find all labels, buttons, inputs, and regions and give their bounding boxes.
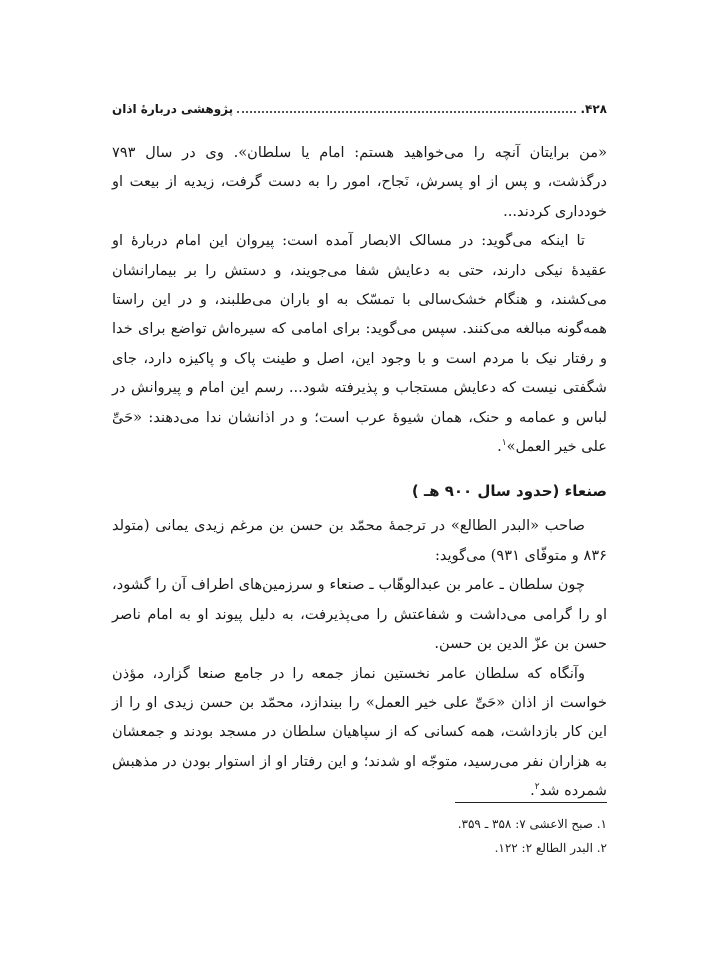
paragraph-5 <box>112 659 607 806</box>
paragraph-3-text: صاحب «البدر الطالع» در ترجمهٔ محمّد بن حسن بن مرغم زیدی یمانی (متولد ۸۳۶ و متوفّای ۹۳۱) می‌گوید: <box>112 517 607 564</box>
footnote-ref-2[interactable]: ۲ <box>534 782 540 793</box>
footnote-1: ۱. صبح الاعشی ۷: ۳۵۸ ـ ۳۵۹. <box>457 817 607 831</box>
footnotes <box>300 812 607 860</box>
paragraph-4-text: چون سلطان ـ عامر بن عبدالوهّاب ـ صنعاء و سرزمین‌های اطراف آن را گشود، او را گرامی می‌داشت و شفاعتش را می‌پذیرفت، به دلیل پیوند او به امام ناصر حسن بن عزّ الدین بن حسن. <box>112 576 607 653</box>
paragraph-2-end: . <box>497 438 502 456</box>
paragraph-1 <box>112 138 607 226</box>
paragraph-2-text: تا اینکه می‌گوید: در مسالک الابصار آمده است: پیروان این امام دربارهٔ او عقیدهٔ نیکی دارند، حتی به دعایش شفا می‌جویند، و دستش را بر بیمارانشان می‌کشند، و هنگام خشک‌سالی با تمسّک به او باران می‌طلبند، و در این راستا همه‌گونه مبالغه می‌کنند. سپس می‌گوید: برای امامی که سیره‌اش تواضع برای خدا و رفتار نیک با مردم است و با وجود این، اصل و طینت پاک و پاکیزه دارد، جای شگفتی نیست که دعایش مستجاب و پذیرفته شود... رسم این امام و پیروانش در لباس و عمامه و حنک، همان شیوهٔ عرب است؛ و در اذانشان ندا می‌دهند: «حَیِّ علی خیر العمل» <box>112 232 607 456</box>
footnote-2: ۲. البدر الطالع ۲: ۱۲۲. <box>494 841 607 855</box>
footnote-ref-1[interactable]: ۱ <box>501 438 507 449</box>
paragraph-2 <box>112 226 607 461</box>
body-text <box>112 138 607 806</box>
paragraph-1-text: «من برایتان آنچه را می‌خواهید هستم: امام یا سلطان». وی در سال ۷۹۳ درگذشت، و پس از او پسرش، نَجاح، امور را به دست گرفت، زیدیه از بیعت او خودداری کردند... <box>112 144 607 220</box>
paragraph-5-text: وآنگاه که سلطان عامر نخستین نماز جمعه را در جامع صنعا گزارد، مؤذن خواست از اذان «حَیِّ علی خیر العمل» را بیندازد، محمّد بن حسن زیدی او را از این کار بازداشت، همه کسانی که از سپاهیان سلطان در مسجد بودند و جمعشان به هزاران نفر می‌رسید، متوجّه او شدند؛ و این رفتار او از استوار بودن در مذهبش شمرده شد <box>112 664 607 800</box>
running-header <box>112 98 607 120</box>
footnote-separator <box>455 802 607 803</box>
paragraph-3 <box>112 511 607 570</box>
section-heading: صنعاء (حدود سال ۹۰۰ هـ ) <box>411 482 607 501</box>
running-title: پژوهشی دربارهٔ اذان <box>112 102 234 116</box>
paragraph-4 <box>112 570 607 658</box>
paragraph-5-end: . <box>530 782 535 800</box>
header-dot-leader <box>237 111 576 113</box>
page-number: ۴۲۸. <box>580 102 607 116</box>
